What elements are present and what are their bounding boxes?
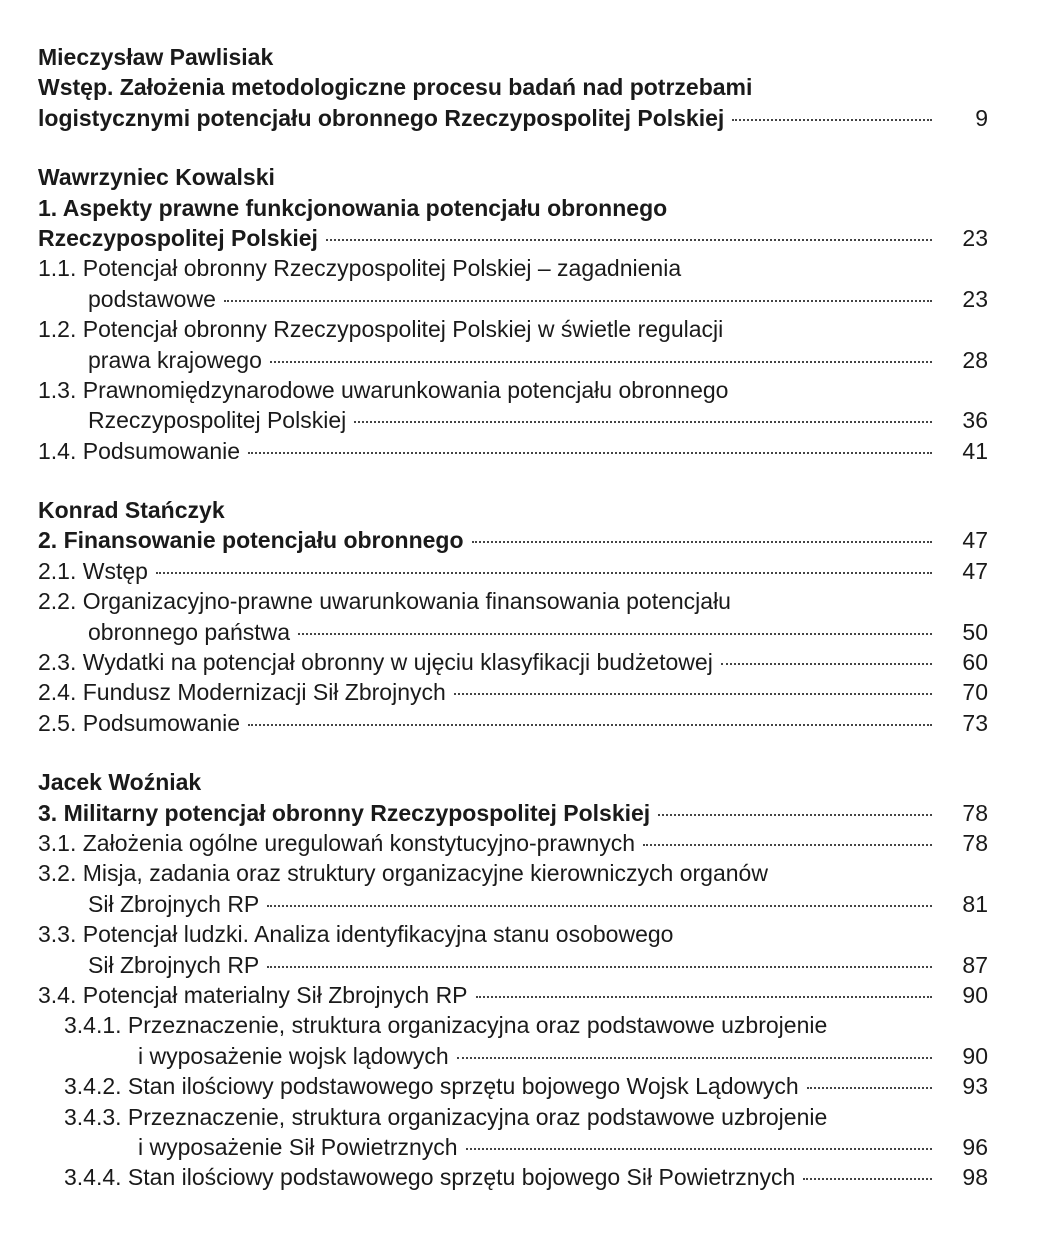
entry-title-line: 1. Aspekty prawne funkcjonowania potencjału obronnego: [38, 194, 668, 221]
page-number: 23: [962, 285, 988, 312]
page-number: 70: [962, 679, 988, 706]
subsection-entry[interactable]: [38, 647, 988, 677]
subsection-entry[interactable]: [38, 858, 988, 919]
page-number: 78: [962, 829, 988, 856]
dot-leader: [248, 724, 932, 726]
page-number: 23: [962, 224, 988, 251]
dot-leader: [807, 1087, 932, 1089]
entry-title-line: 3.4.4. Stan ilościowy podstawowego sprzętu bojowego Sił Powietrznych: [64, 1164, 796, 1191]
dot-leader: [658, 814, 932, 816]
entry-title-line: prawa krajowego: [88, 346, 262, 373]
entry-title-line: 3.4.3. Przeznaczenie, struktura organizacyjna oraz podstawowe uzbrojenie: [64, 1103, 828, 1130]
subsection-entry[interactable]: [38, 708, 988, 738]
page-number: 47: [962, 557, 988, 584]
section-author: Jacek Woźniak: [38, 769, 202, 796]
section-author: Konrad Stańczyk: [38, 497, 225, 524]
subsection-entry[interactable]: [38, 1162, 988, 1192]
dot-leader: [457, 1057, 932, 1059]
entry-title-line: Sił Zbrojnych RP: [88, 890, 260, 917]
section-author: Mieczysław Pawlisiak: [38, 44, 274, 70]
entry-title-line: 3.2. Misja, zadania oraz struktury organizacyjne kierowniczych organów: [38, 860, 768, 887]
dot-leader: [732, 119, 932, 121]
page-number: 47: [962, 527, 988, 554]
entry-title-line: 2.3. Wydatki na potencjał obronny w ujęciu klasyfikacji budżetowej: [38, 649, 713, 676]
page-number: 36: [962, 407, 988, 434]
dot-leader: [803, 1178, 932, 1180]
page-number: 41: [962, 437, 988, 464]
subsection-entry[interactable]: [38, 677, 988, 707]
dot-leader: [476, 996, 932, 998]
entry-title-line: 3.3. Potencjał ludzki. Analiza identyfikacyjna stanu osobowego: [38, 921, 674, 948]
entry-title-line: 3. Militarny potencjał obronny Rzeczypospolitej Polskiej: [38, 799, 651, 826]
entry-title-line: Sił Zbrojnych RP: [88, 951, 260, 978]
dot-leader: [298, 633, 932, 635]
page-number: 96: [962, 1133, 988, 1160]
dot-leader: [354, 421, 932, 423]
toc-section: [38, 42, 988, 133]
entry-title-line: logistycznymi potencjału obronnego Rzeczypospolitej Polskiej: [38, 104, 725, 131]
entry-title-line: i wyposażenie Sił Powietrznych: [138, 1133, 458, 1160]
page-number: 87: [962, 951, 988, 978]
chapter-entry[interactable]: [38, 72, 988, 133]
page-number: 90: [962, 981, 988, 1008]
entry-title-line: obronnego państwa: [88, 618, 291, 645]
dot-leader: [267, 905, 932, 907]
entry-title-line: Wstęp. Założenia metodologiczne procesu badań nad potrzebami: [38, 74, 753, 101]
subsection-entry[interactable]: [38, 980, 988, 1010]
subsection-entry[interactable]: [38, 828, 988, 858]
entry-title-line: podstawowe: [88, 285, 216, 312]
chapter-entry[interactable]: [38, 193, 988, 254]
entry-title-line: 1.3. Prawnomiędzynarodowe uwarunkowania potencjału obronnego: [38, 376, 729, 403]
dot-leader: [643, 844, 932, 846]
table-of-contents: [38, 42, 988, 1222]
page-number: 9: [975, 104, 988, 131]
dot-leader: [721, 663, 932, 665]
page-number: 78: [962, 799, 988, 826]
entry-title-line: i wyposażenie wojsk lądowych: [138, 1042, 449, 1069]
entry-title-line: 2.4. Fundusz Modernizacji Sił Zbrojnych: [38, 679, 446, 706]
page-number: 90: [962, 1042, 988, 1069]
dot-leader: [326, 239, 932, 241]
toc-section: [38, 767, 988, 1192]
subsection-entry[interactable]: [38, 375, 988, 436]
dot-leader: [472, 541, 932, 543]
dot-leader: [270, 361, 932, 363]
dot-leader: [156, 572, 932, 574]
subsection-entry[interactable]: [38, 314, 988, 375]
toc-section: [38, 162, 988, 466]
toc-section: [38, 495, 988, 738]
entry-title-line: 1.2. Potencjał obronny Rzeczypospolitej Polskiej w świetle regulacji: [38, 316, 724, 343]
entry-title-line: 3.4. Potencjał materialny Sił Zbrojnych RP: [38, 981, 468, 1008]
subsection-entry[interactable]: [38, 1102, 988, 1163]
entry-title-line: 3.1. Założenia ogólne uregulowań konstytucyjno-prawnych: [38, 829, 636, 856]
subsection-entry[interactable]: [38, 556, 988, 586]
chapter-entry[interactable]: [38, 525, 988, 555]
entry-title-line: 1.1. Potencjał obronny Rzeczypospolitej Polskiej – zagadnienia: [38, 255, 682, 282]
subsection-entry[interactable]: [38, 253, 988, 314]
dot-leader: [224, 300, 932, 302]
entry-title-line: Rzeczypospolitej Polskiej: [38, 224, 318, 251]
chapter-entry[interactable]: [38, 798, 988, 828]
entry-title-line: 2.5. Podsumowanie: [38, 709, 241, 736]
section-author: Wawrzyniec Kowalski: [38, 164, 275, 191]
subsection-entry[interactable]: [38, 586, 988, 647]
page-number: 73: [962, 709, 988, 736]
entry-title-line: 3.4.1. Przeznaczenie, struktura organizacyjna oraz podstawowe uzbrojenie: [64, 1012, 828, 1039]
entry-title-line: 2.2. Organizacyjno-prawne uwarunkowania finansowania potencjału: [38, 588, 731, 615]
page-number: 50: [962, 618, 988, 645]
page-number: 81: [962, 890, 988, 917]
page-number: 93: [962, 1073, 988, 1100]
subsection-entry[interactable]: [38, 1071, 988, 1101]
dot-leader: [267, 966, 932, 968]
subsection-entry[interactable]: [38, 919, 988, 980]
page-number: 98: [962, 1164, 988, 1191]
entry-title-line: 3.4.2. Stan ilościowy podstawowego sprzętu bojowego Wojsk Lądowych: [64, 1073, 799, 1100]
dot-leader: [454, 693, 932, 695]
subsection-entry[interactable]: [38, 1010, 988, 1071]
subsection-entry[interactable]: [38, 436, 988, 466]
dot-leader: [248, 452, 932, 454]
entry-title-line: Rzeczypospolitej Polskiej: [88, 407, 347, 434]
entry-title-line: 1.4. Podsumowanie: [38, 437, 241, 464]
dot-leader: [466, 1148, 932, 1150]
page-number: 60: [962, 649, 988, 676]
page-number: 28: [962, 346, 988, 373]
entry-title-line: 2. Finansowanie potencjału obronnego: [38, 527, 464, 554]
entry-title-line: 2.1. Wstęp: [38, 557, 148, 584]
